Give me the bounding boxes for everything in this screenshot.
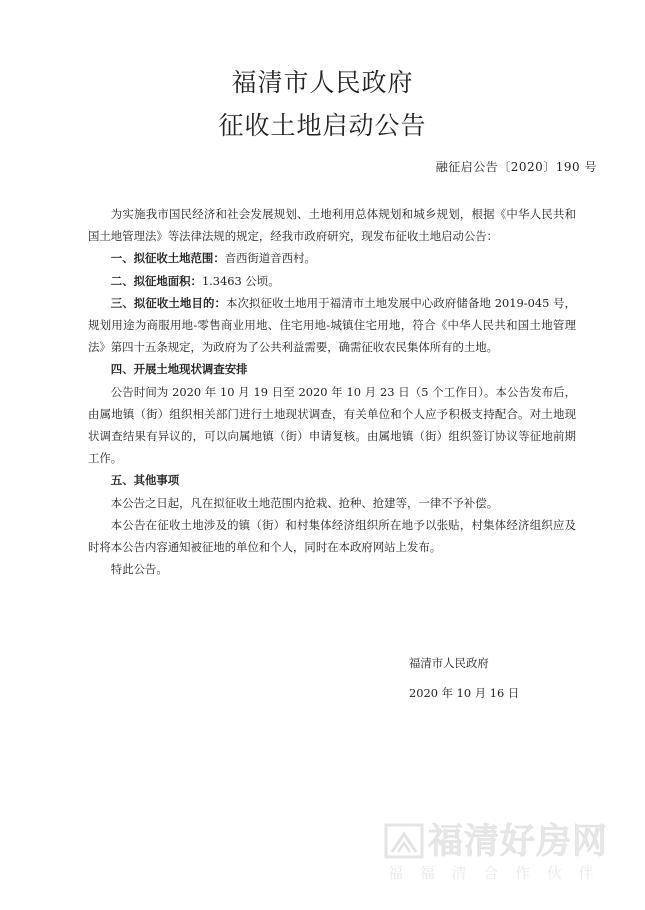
section-2-text: 1.3463 公顷。 xyxy=(201,273,280,288)
signature-organization: 福清市人民政府 xyxy=(409,656,489,670)
section-4-heading: 四、开展土地现状调查安排 xyxy=(110,362,248,377)
closing-line: 特此公告。 xyxy=(110,562,168,577)
signature-date: 2020 年 10 月 16 日 xyxy=(409,686,520,700)
section-3 xyxy=(88,292,576,359)
section-5-heading: 五、其他事项 xyxy=(110,473,180,488)
document-number: 融征启公告〔2020〕190 号 xyxy=(435,160,597,174)
section-5-paragraph-2: 本公告在征收土地涉及的镇（街）和村集体经济组织所在地予以张贴，村集体经济组织应及时将本公告内容通知被征地的单位和个人，同时在本政府网站上发布。 xyxy=(88,517,576,555)
watermark-brand: 福清好房网 xyxy=(428,822,609,862)
section-2-heading: 二、拟征地面积： xyxy=(110,273,202,288)
document-title-line2: 征收土地启动公告 xyxy=(218,111,427,140)
house-frame-icon xyxy=(384,822,424,860)
section-5-paragraph-1: 本公告之日起，凡在拟征收土地范围内抢栽、抢种、抢建等，一律不予补偿。 xyxy=(110,495,499,510)
document-body xyxy=(88,203,576,580)
intro-paragraph: 为实施我市国民经济和社会发展规划、土地利用总体规划和城乡规划，根据《中华人民共和国土地管理法》等法律法规的规定，经我市政府研究，现发布征收土地启动公告： xyxy=(88,207,576,244)
section-4-text: 公告时间为 2020 年 10 月 19 日至 2020 年 10 月 23 日（5 个工作日）。本公告发布后，由属地镇（街）组织相关部门进行土地现状调查，有关单位和个人应予积极支持配合。对土地现状调查结果有异议的，可以向属地镇（街）申请复核。由属地镇（街）组织签订协议等征地前期工作。 xyxy=(88,384,576,466)
section-1 xyxy=(88,247,576,269)
document-title-line1: 福清市人民政府 xyxy=(231,68,414,97)
section-1-text: 音西街道音西村。 xyxy=(224,251,316,266)
section-2 xyxy=(88,270,576,292)
watermark xyxy=(384,814,609,884)
section-1-heading: 一、拟征收土地范围： xyxy=(110,251,225,266)
section-3-heading: 三、拟征收土地目的： xyxy=(110,295,227,310)
watermark-subtitle: 福 福 清 合 作 伙 伴 xyxy=(388,864,600,882)
section-3-text: 本次拟征收土地用于福清市土地发展中心政府储备地 2019-045 号，规划用途为商服用地-零售商业用地、住宅用地-城镇住宅用地，符合《中华人民共和国土地管理法》第四十五条规定，为政府为了公共利益需要，确需征收农民集体所有的土地。 xyxy=(88,295,576,355)
